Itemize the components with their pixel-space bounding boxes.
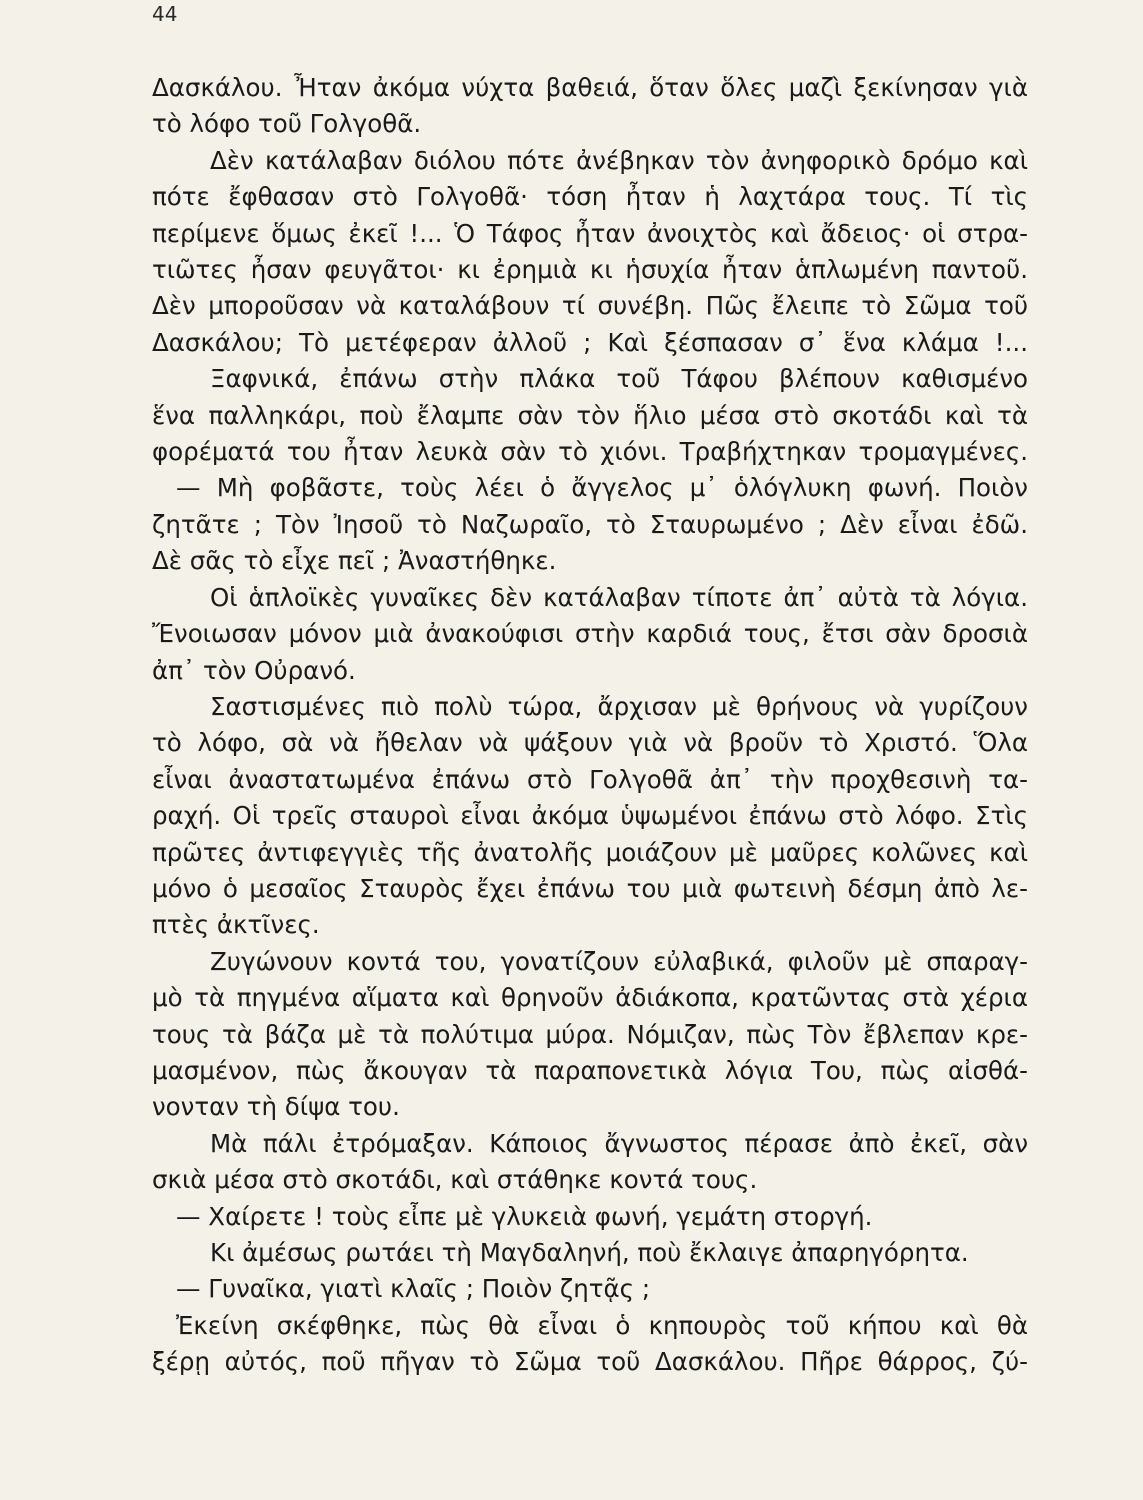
text-line: ραχή. Οἱ τρεῖς σταυροὶ εἶναι ἀκόμα ὑψωμένοι ἐπάνω στὸ λόφο. Στὶς — [152, 801, 1028, 831]
text-line: Ξαφνικά, ἐπάνω στὴν πλάκα τοῦ Τάφου βλέπουν καθισμένο — [210, 364, 1028, 394]
text-line: Δασκάλου. Ἦταν ἀκόμα νύχτα βαθειά, ὅταν ὅλες μαζὶ ξεκίνησαν γιὰ — [152, 73, 1028, 102]
text-line: Μὰ πάλι ἐτρόμαξαν. Κάποιος ἄγνωστος πέρασε ἀπὸ ἐκεῖ, σὰν — [210, 1128, 1028, 1158]
text-line: — Μὴ φοβᾶστε, τοὺς λέει ὁ ἄγγελος μ᾽ ὁλόγλυκη φωνή. Ποιὸν — [176, 473, 1028, 503]
text-line: πρῶτες ἀντιφεγγιὲς τῆς ἀνατολῆς μοιάζουν μὲ μαῦρες κολῶνες καὶ — [152, 837, 1028, 867]
text-line: ἀπ᾽ τὸν Οὐρανό. — [152, 655, 356, 685]
text-line: Δὲ σᾶς τὸ εἶχε πεῖ ; Ἀναστήθηκε. — [152, 546, 557, 576]
text-line: Σαστισμένες πιὸ πολὺ τώρα, ἄρχισαν μὲ θρήνους νὰ γυρίζουν — [210, 691, 1028, 721]
text-line: σκιὰ μέσα στὸ σκοτάδι, καὶ στάθηκε κοντά τους. — [152, 1165, 758, 1195]
body-text — [152, 70, 1028, 1381]
text-line: μὸ τὰ πηγμένα αἵματα καὶ θρηνοῦν ἀδιάκοπα, κρατῶντας στὰ χέρια — [152, 983, 1028, 1013]
text-line: Δὲν κατάλαβαν διόλου πότε ἀνέβηκαν τὸν ἀνηφορικὸ δρόμο καὶ — [210, 145, 1028, 175]
page-number: 44 — [152, 2, 178, 26]
text-line: τὸ λόφο τοῦ Γολγοθᾶ. — [152, 109, 422, 139]
text-line: ἕνα παλληκάρι, ποὺ ἔλαμπε σὰν τὸν ἥλιο μέσα στὸ σκοτάδι καὶ τὰ — [152, 400, 1028, 430]
text-line: τὸ λόφο, σὰ νὰ ἤθελαν νὰ ψάξουν γιὰ νὰ βροῦν τὸ Χριστό. Ὅλα — [152, 728, 1028, 758]
text-line: — Χαίρετε ! τοὺς εἶπε μὲ γλυκειὰ φωνή, γεμάτη στοργή. — [176, 1201, 873, 1231]
text-line: μασμένον, πὼς ἄκουγαν τὰ παραπονετικὰ λόγια Του, πὼς αἰσθά- — [152, 1055, 1028, 1085]
text-line: ζητᾶτε ; Τὸν Ἰησοῦ τὸ Ναζωραῖο, τὸ Σταυρωμένο ; Δὲν εἶναι ἐδῶ. — [152, 509, 1028, 539]
text-line: εἶναι ἀναστατωμένα ἐπάνω στὸ Γολγοθᾶ ἀπ᾽ τὴν προχθεσινὴ τα- — [152, 764, 1028, 794]
text-line: Οἱ ἁπλοϊκὲς γυναῖκες δὲν κατάλαβαν τίποτε ἀπ᾽ αὐτὰ τὰ λόγια. — [210, 582, 1028, 612]
text-line: τους τὰ βάζα μὲ τὰ πολύτιμα μύρα. Νόμιζαν, πὼς Τὸν ἔβλεπαν κρε- — [152, 1019, 1028, 1049]
text-line: Δὲν μποροῦσαν νὰ καταλάβουν τί συνέβη. Πῶς ἔλειπε τὸ Σῶμα τοῦ — [152, 291, 1028, 321]
text-line: φορέματά του ἦταν λευκὰ σὰν τὸ χιόνι. Τραβήχτηκαν τρομαγμένες. — [152, 437, 1028, 467]
text-line: Ζυγώνουν κοντά του, γονατίζουν εὐλαβικά, φιλοῦν μὲ σπαραγ- — [210, 946, 1028, 976]
text-line: — Γυναῖκα, γιατὶ κλαῖς ; Ποιὸν ζητᾷς ; — [176, 1274, 651, 1304]
text-line: νονταν τὴ δίψα του. — [152, 1092, 400, 1122]
text-line: πτὲς ἀκτῖνες. — [152, 910, 320, 940]
text-line: Ἐκείνη σκέφθηκε, πὼς θὰ εἶναι ὁ κηπουρὸς τοῦ κήπου καὶ θὰ — [176, 1310, 1028, 1340]
text-line: Κι ἀμέσως ρωτάει τὴ Μαγδαληνή, ποὺ ἔκλαιγε ἀπαρηγόρητα. — [210, 1238, 969, 1267]
text-line: ξέρῃ αὐτός, ποῦ πῆγαν τὸ Σῶμα τοῦ Δασκάλου. Πῆρε θάρρος, ζύ- — [152, 1347, 1028, 1377]
text-line: μόνο ὁ μεσαῖος Σταυρὸς ἔχει ἐπάνω του μιὰ φωτεινὴ δέσμη ἀπὸ λε- — [152, 873, 1028, 903]
text-line: τιῶτες ἦσαν φευγᾶτοι· κι ἐρημιὰ κι ἡσυχία ἦταν ἁπλωμένη παντοῦ. — [152, 255, 1028, 285]
text-line: περίμενε ὅμως ἐκεῖ !... Ὁ Τάφος ἦταν ἀνοιχτὸς καὶ ἄδειος· οἱ στρα- — [152, 218, 1028, 248]
text-line: πότε ἔφθασαν στὸ Γολγοθᾶ· τόση ἦταν ἡ λαχτάρα τους. Τί τὶς — [152, 182, 1028, 212]
text-line: Δασκάλου; Τὸ μετέφεραν ἀλλοῦ ; Καὶ ξέσπασαν σ᾽ ἕνα κλάμα !... — [152, 327, 1028, 357]
text-line: Ἔνοιωσαν μόνον μιὰ ἀνακούφισι στὴν καρδιά τους, ἔτσι σὰν δροσιὰ — [152, 619, 1028, 649]
